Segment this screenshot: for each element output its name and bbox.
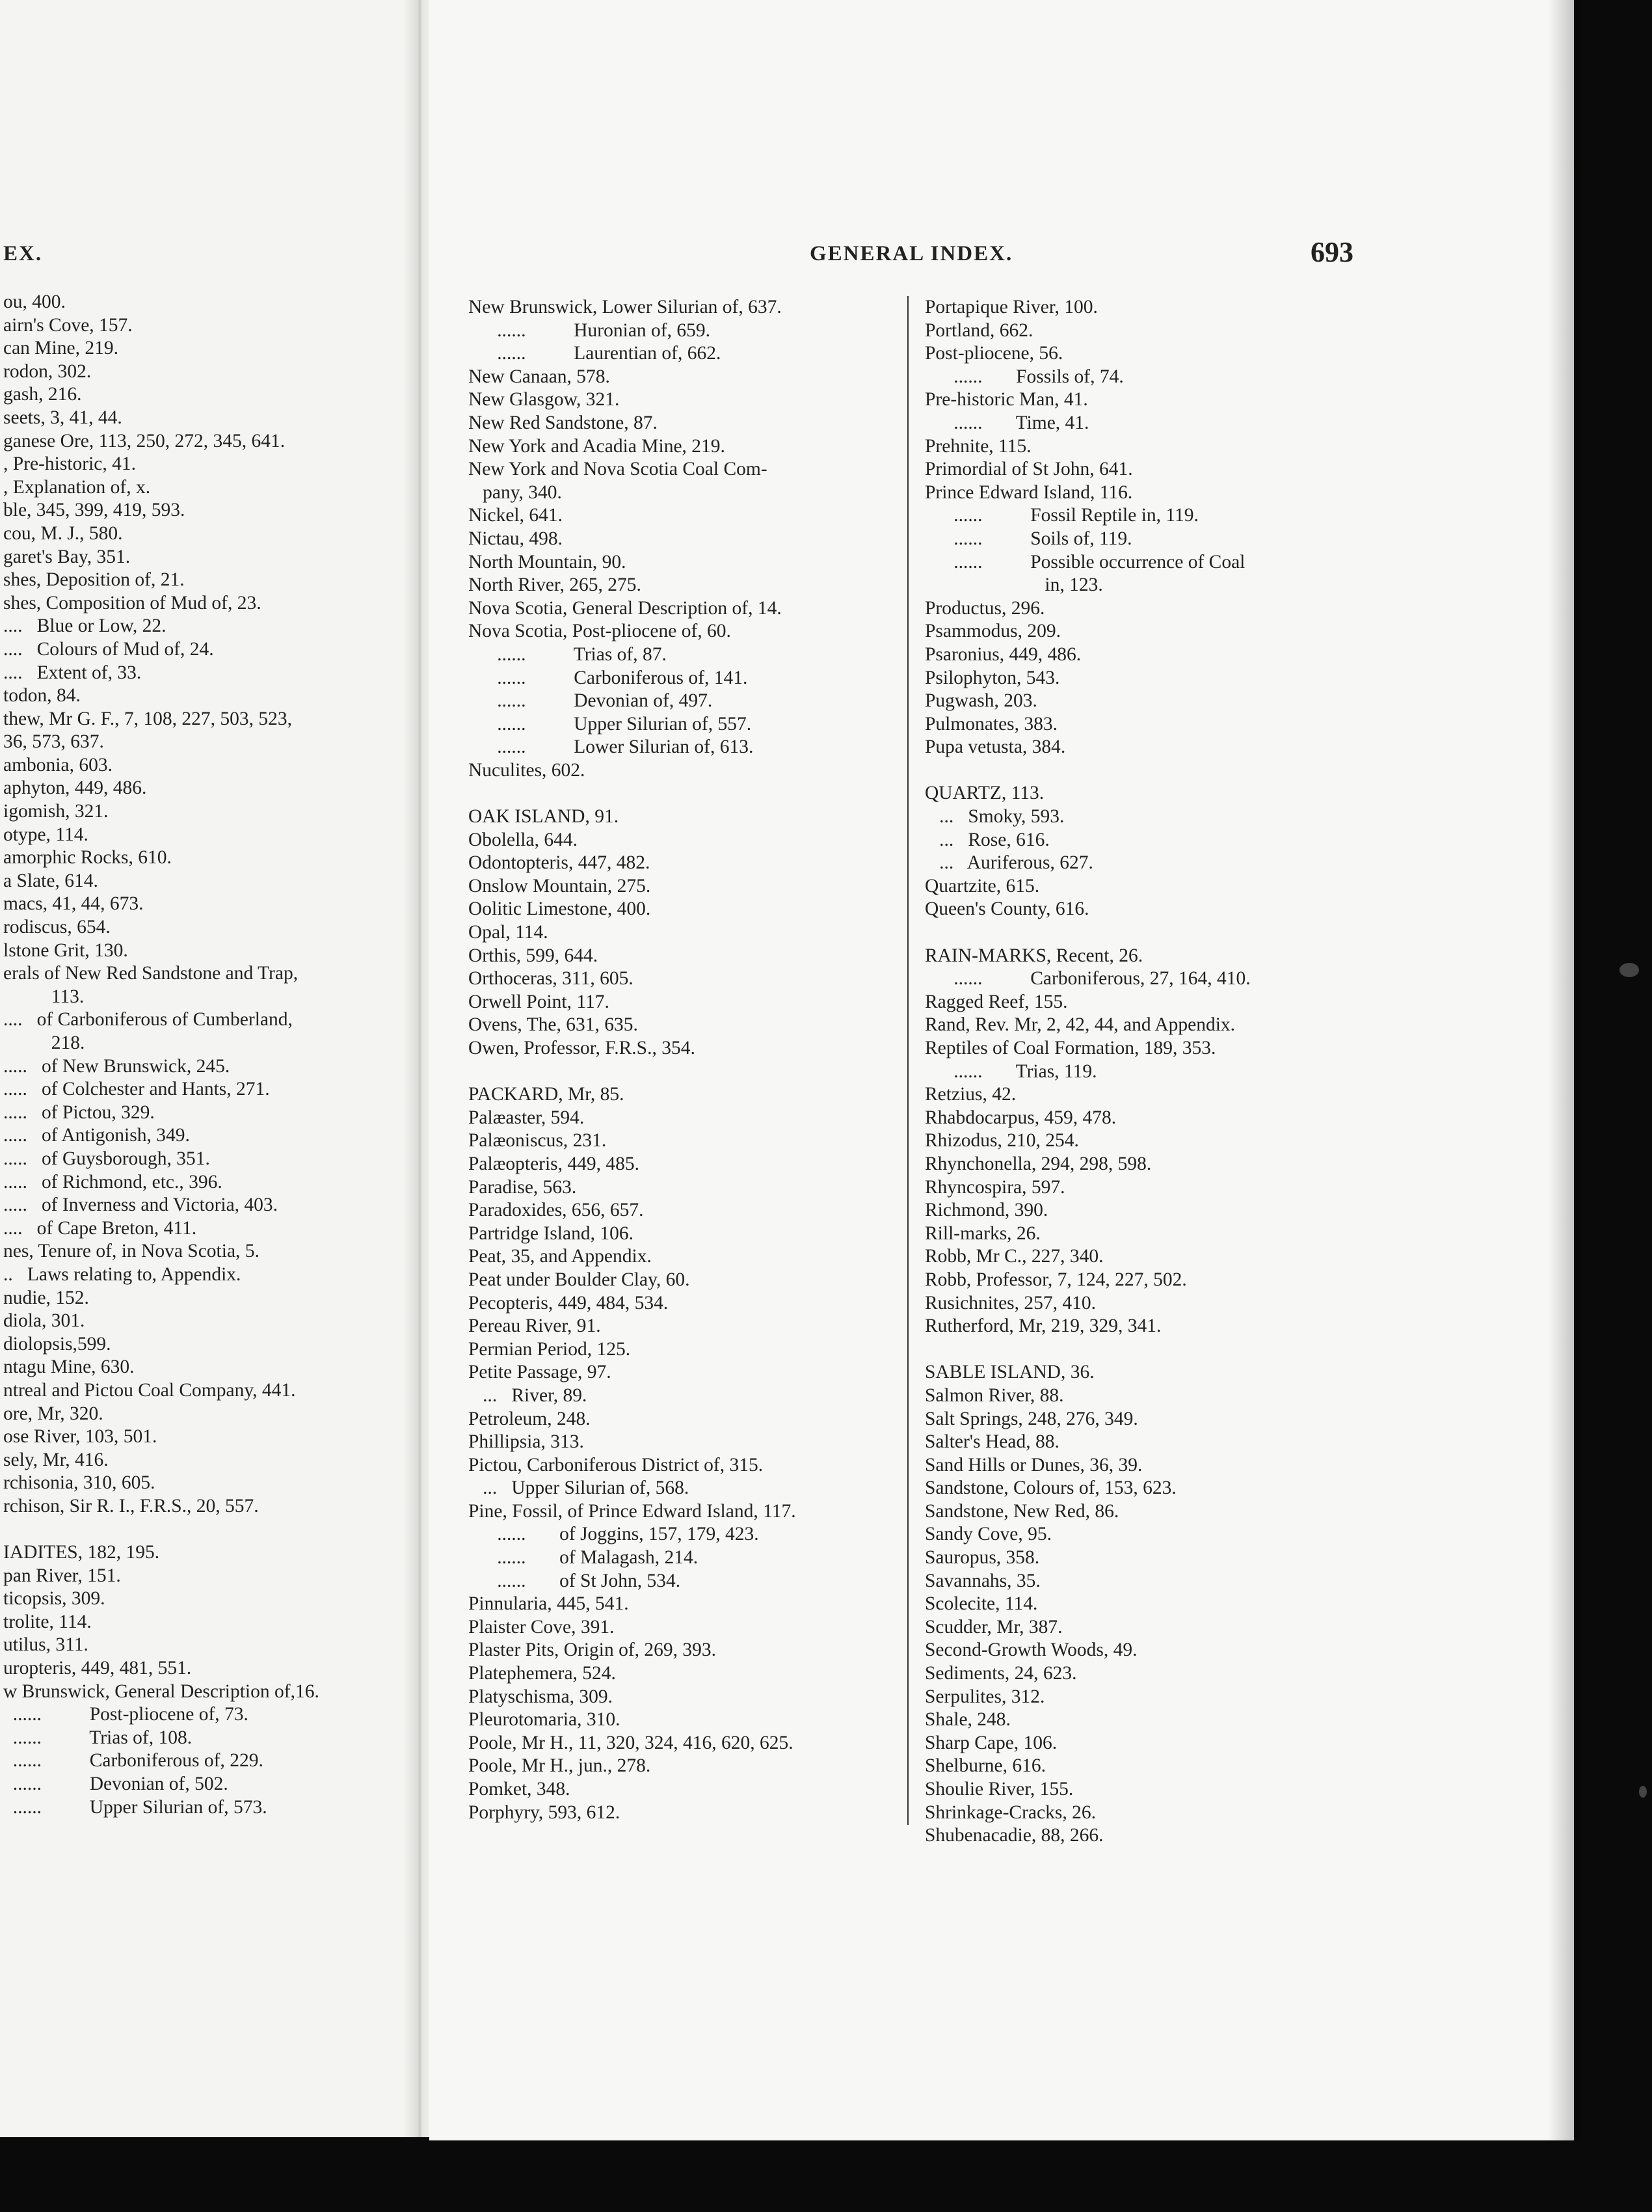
index-entry: Sand Hills or Dunes, 36, 39. [925,1454,1143,1476]
index-entry: ... Auriferous, 627. [925,852,1093,874]
index-entry: in, 123. [925,574,1103,596]
index-entry: PACKARD, Mr, 85. [468,1084,624,1105]
index-entry: Palæopteris, 449, 485. [468,1153,640,1174]
index-entry: Pomket, 348. [468,1779,570,1800]
index-entry: Scudder, Mr, 387. [925,1616,1063,1638]
index-entry: ...... of Malagash, 214. [468,1547,699,1569]
index-entry: nes, Tenure of, in Nova Scotia, 5. [3,1241,260,1262]
index-entry: Platyschisma, 309. [468,1686,613,1707]
index-entry: Pupa vetusta, 384. [925,736,1066,758]
index-entry: ... Upper Silurian of, 568. [468,1477,689,1499]
index-entry: Pinnularia, 445, 541. [468,1593,629,1615]
index-entry: Owen, Professor, F.R.S., 354. [468,1038,695,1059]
index-entry: Richmond, 390. [925,1200,1048,1221]
index-entry: otype, 114. [3,824,88,845]
index-entry: rchisonia, 310, 605. [3,1472,155,1494]
index-entry: Pine, Fossil, of Prince Edward Island, 117. [468,1500,796,1522]
index-entry: shes, Composition of Mud of, 23. [3,592,261,614]
index-entry: Sauropus, 358. [925,1547,1040,1569]
index-entry: Robb, Mr C., 227, 340. [925,1246,1104,1267]
index-entry: New York and Nova Scotia Coal Com- [468,459,767,480]
index-entry: ...... Trias of, 108. [3,1727,193,1748]
index-entry: 36, 573, 637. [3,731,104,753]
index-entry: ...... Upper Silurian of, 573. [3,1796,267,1818]
index-entry: .. Laws relating to, Appendix. [3,1263,241,1285]
index-entry: Prince Edward Island, 116. [925,481,1133,503]
index-entry: Shrinkage-Cracks, 26. [925,1801,1096,1823]
index-entry: New Canaan, 578. [468,366,610,387]
index-entry: Prehnite, 115. [925,435,1032,457]
index-entry: diola, 301. [3,1310,85,1332]
index-entry: ... Rose, 616. [925,829,1050,850]
index-entry: ..... of Inverness and Victoria, 403. [3,1194,278,1216]
index-entry: Rill-marks, 26. [925,1222,1041,1244]
index-entry: Rhynchonella, 294, 298, 598. [925,1153,1152,1174]
middle-index-column [468,296,796,1824]
index-entry: 113. [3,986,85,1007]
index-entry: ...... Fossil Reptile in, 119. [925,505,1199,526]
index-entry: Pugwash, 203. [925,690,1037,712]
index-entry: ... River, 89. [468,1384,587,1406]
index-entry: diolopsis,599. [3,1333,111,1355]
index-entry: ...... Trias, 119. [925,1060,1097,1082]
index-entry: Orthoceras, 311, 605. [468,968,633,990]
index-entry: Pre-historic Man, 41. [925,389,1088,411]
index-entry: Shale, 248. [925,1709,1011,1731]
index-entry: Salter's Head, 88. [925,1431,1059,1453]
index-entry: Shubenacadie, 88, 266. [925,1825,1104,1846]
running-head: GENERAL INDEX. [810,242,1013,265]
index-entry: Rand, Rev. Mr, 2, 42, 44, and Appendix. [925,1014,1236,1036]
index-entry: Porphyry, 593, 612. [468,1801,620,1823]
index-entry: ..... of Guysborough, 351. [3,1148,210,1169]
index-entry: utilus, 311. [3,1634,88,1656]
index-entry: Pleurotomaria, 310. [468,1709,620,1731]
index-entry: ose River, 103, 501. [3,1426,157,1448]
index-entry: New York and Acadia Mine, 219. [468,435,725,457]
index-entry [925,921,1251,945]
right-index-column [925,296,1251,1848]
index-entry: ...... Huronian of, 659. [468,319,710,341]
index-entry: Second-Growth Woods, 49. [925,1639,1138,1661]
index-entry: Paradoxides, 656, 657. [468,1200,644,1221]
index-entry: uropteris, 449, 481, 551. [3,1658,192,1679]
index-entry: ..... of New Brunswick, 245. [3,1055,230,1077]
index-entry: rodon, 302. [3,360,92,382]
index-entry: ntagu Mine, 630. [3,1356,135,1378]
index-entry: Shelburne, 616. [925,1755,1046,1777]
index-entry: ...... Devonian of, 497. [468,690,713,712]
index-entry: rchison, Sir R. I., F.R.S., 20, 557. [3,1495,259,1517]
index-entry: ticopsis, 309. [3,1588,105,1610]
index-entry: Psammodus, 209. [925,621,1061,642]
index-entry: Portapique River, 100. [925,297,1098,317]
index-entry: Salmon River, 88. [925,1384,1064,1406]
index-entry: Nova Scotia, Post-pliocene of, 60. [468,621,731,642]
index-entry: Robb, Professor, 7, 124, 227, 502. [925,1269,1187,1290]
index-entry: .... Blue or Low, 22. [3,615,167,637]
index-entry: New Brunswick, Lower Silurian of, 637. [468,297,782,317]
index-entry: .... of Cape Breton, 411. [3,1217,197,1239]
index-entry: SABLE ISLAND, 36. [925,1362,1095,1383]
index-entry: seets, 3, 41, 44. [3,407,122,428]
index-entry: airn's Cove, 157. [3,314,133,336]
index-entry: QUARTZ, 113. [925,783,1045,804]
index-entry: cou, M. J., 580. [3,522,123,544]
index-entry: Reptiles of Coal Formation, 189, 353. [925,1038,1216,1059]
index-entry: a Slate, 614. [3,870,98,891]
index-entry: Peat, 35, and Appendix. [468,1246,652,1267]
index-entry: Platephemera, 524. [468,1663,616,1684]
index-entry: ble, 345, 399, 419, 593. [3,500,185,521]
index-entry: garet's Bay, 351. [3,546,131,567]
index-entry: Rhabdocarpus, 459, 478. [925,1107,1117,1128]
index-entry: Nuculites, 602. [468,759,585,781]
index-entry: amorphic Rocks, 610. [3,847,172,869]
index-entry: Sandstone, New Red, 86. [925,1500,1119,1522]
index-entry: Scolecite, 114. [925,1593,1038,1615]
left-index-column [3,291,319,1819]
index-entry: Palæaster, 594. [468,1107,585,1128]
index-entry: Permian Period, 125. [468,1338,631,1360]
index-entry: ...... Laurentian of, 662. [468,343,721,364]
index-entry: ...... Upper Silurian of, 557. [468,713,752,735]
index-entry: Petroleum, 248. [468,1408,591,1429]
index-entry: Savannahs, 35. [925,1570,1041,1591]
index-entry: Psilophyton, 543. [925,667,1060,688]
index-entry: .... of Carboniferous of Cumberland, [3,1009,293,1031]
index-entry: Poole, Mr H., jun., 278. [468,1755,651,1777]
index-entry: Peat under Boulder Clay, 60. [468,1269,690,1290]
index-entry: ..... of Pictou, 329. [3,1101,155,1123]
index-entry: shes, Deposition of, 21. [3,569,185,591]
index-entry: Pictou, Carboniferous District of, 315. [468,1454,764,1476]
index-entry: Sediments, 24, 623. [925,1663,1077,1684]
index-entry: Sharp Cape, 106. [925,1732,1058,1753]
index-entry: ...... Soils of, 119. [925,528,1132,549]
index-entry: Sandstone, Colours of, 153, 623. [925,1477,1177,1499]
index-entry: Pecopteris, 449, 484, 534. [468,1292,669,1314]
index-entry: sely, Mr, 416. [3,1449,109,1470]
index-entry: Orthis, 599, 644. [468,945,598,966]
index-entry: ...... of Joggins, 157, 179, 423. [468,1524,759,1545]
index-entry: ...... Lower Silurian of, 613. [468,736,754,758]
index-entry: Rhizodus, 210, 254. [925,1130,1079,1152]
index-entry: Portland, 662. [925,319,1033,341]
index-entry [3,1518,319,1541]
index-entry: Opal, 114. [468,922,548,943]
index-entry: ..... of Antigonish, 349. [3,1125,190,1146]
index-entry: Oolitic Limestone, 400. [468,898,651,920]
index-entry: aphyton, 449, 486. [3,777,147,799]
index-entry: North River, 265, 275. [468,574,641,596]
index-entry: Plaster Pits, Origin of, 269, 393. [468,1639,717,1661]
index-entry: , Explanation of, x. [3,476,151,498]
index-entry: Plaister Cove, 391. [468,1616,615,1638]
index-entry: Queen's County, 616. [925,898,1089,920]
index-entry: ganese Ore, 113, 250, 272, 345, 641. [3,430,286,452]
index-entry: Paradise, 563. [468,1176,577,1198]
index-entry: erals of New Red Sandstone and Trap, [3,963,299,984]
index-entry: Productus, 296. [925,597,1045,619]
index-entry: Palæoniscus, 231. [468,1130,607,1152]
ink-blot [1619,963,1639,977]
index-entry: Shoulie River, 155. [925,1779,1074,1800]
index-entry: Rutherford, Mr, 219, 329, 341. [925,1315,1162,1337]
index-entry: Partridge Island, 106. [468,1222,633,1244]
index-entry: IADITES, 182, 195. [3,1542,160,1563]
index-entry: ...... Carboniferous of, 229. [3,1750,263,1772]
index-entry: Odontopteris, 447, 482. [468,852,650,874]
index-entry: Nova Scotia, General Description of, 14. [468,597,782,619]
index-entry: rodiscus, 654. [3,917,111,938]
index-entry: .... Extent of, 33. [3,662,142,683]
index-entry [468,1060,796,1084]
index-entry: ...... Possible occurrence of Coal [925,551,1246,573]
index-entry: ...... Post-pliocene of, 73. [3,1704,248,1725]
index-entry [468,782,796,805]
index-entry: nudie, 152. [3,1287,89,1308]
index-entry: Retzius, 42. [925,1084,1017,1105]
index-entry: Primordial of St John, 641. [925,459,1133,480]
index-entry: Rhyncospira, 597. [925,1176,1065,1198]
index-entry: thew, Mr G. F., 7, 108, 227, 503, 523, [3,708,292,729]
index-entry: Petite Passage, 97. [468,1362,611,1383]
index-entry: ...... Time, 41. [925,412,1089,433]
index-entry: New Red Sandstone, 87. [468,412,658,433]
index-entry: ore, Mr, 320. [3,1403,103,1424]
index-entry: pan River, 151. [3,1565,121,1586]
index-entry: ou, 400. [3,291,66,312]
column-rule [907,296,909,1825]
index-entry: Salt Springs, 248, 276, 349. [925,1408,1138,1429]
index-entry: Ovens, The, 631, 635. [468,1014,638,1036]
index-entry: Ragged Reef, 155. [925,991,1068,1012]
index-entry: RAIN-MARKS, Recent, 26. [925,945,1143,966]
index-entry: todon, 84. [3,685,81,707]
index-entry: Pereau River, 91. [468,1315,601,1337]
index-entry: Rusichnites, 257, 410. [925,1292,1097,1314]
index-entry: lstone Grit, 130. [3,939,128,961]
index-entry: ..... of Colchester and Hants, 271. [3,1079,270,1100]
index-entry: Obolella, 644. [468,829,578,850]
index-entry: Phillipsia, 313. [468,1431,584,1453]
index-entry: Post-pliocene, 56. [925,343,1063,364]
index-entry: w Brunswick, General Description of,16. [3,1680,319,1702]
index-entry: ...... Devonian of, 502. [3,1774,228,1794]
ink-speck [1639,1786,1647,1798]
index-entry: ambonia, 603. [3,754,113,776]
index-entry: ...... Trias of, 87. [468,643,667,665]
index-entry: ... Smoky, 593. [925,806,1065,828]
index-entry: Orwell Point, 117. [468,991,609,1012]
index-entry: can Mine, 219. [3,338,118,359]
index-entry [925,759,1251,783]
index-entry: ..... of Richmond, etc., 396. [3,1171,222,1193]
index-entry: macs, 41, 44, 673. [3,893,144,915]
index-entry: pany, 340. [468,481,562,503]
index-entry: Onslow Mountain, 275. [468,875,651,897]
index-entry: igomish, 321. [3,801,109,822]
index-entry: ...... Carboniferous, 27, 164, 410. [925,968,1251,990]
index-entry: Nictau, 498. [468,528,563,549]
index-entry: Nickel, 641. [468,505,563,526]
index-entry: Poole, Mr H., 11, 320, 324, 416, 620, 625. [468,1732,793,1753]
index-entry: , Pre-historic, 41. [3,453,137,475]
page-number: 693 [1311,236,1353,268]
index-entry: Pulmonates, 383. [925,713,1058,735]
index-entry: 218. [3,1032,85,1053]
index-entry: .... Colours of Mud of, 24. [3,638,214,660]
index-entry: Psaronius, 449, 486. [925,643,1082,665]
index-entry: ...... Carboniferous of, 141. [468,667,748,688]
index-entry: Serpulites, 312. [925,1686,1045,1707]
index-entry: OAK ISLAND, 91. [468,806,619,828]
index-entry: gash, 216. [3,384,82,405]
index-entry: Sandy Cove, 95. [925,1524,1052,1545]
index-entry: ntreal and Pictou Coal Company, 441. [3,1379,296,1401]
index-entry: trolite, 114. [3,1611,92,1632]
index-entry: Quartzite, 615. [925,875,1040,897]
index-entry: ...... of St John, 534. [468,1570,681,1591]
index-entry [925,1338,1251,1362]
index-entry: New Glasgow, 321. [468,389,620,411]
index-entry: ...... Fossils of, 74. [925,366,1124,387]
left-running-head: EX. [3,242,43,265]
page-edge-shadow [1548,0,1580,2140]
index-entry: North Mountain, 90. [468,551,626,573]
